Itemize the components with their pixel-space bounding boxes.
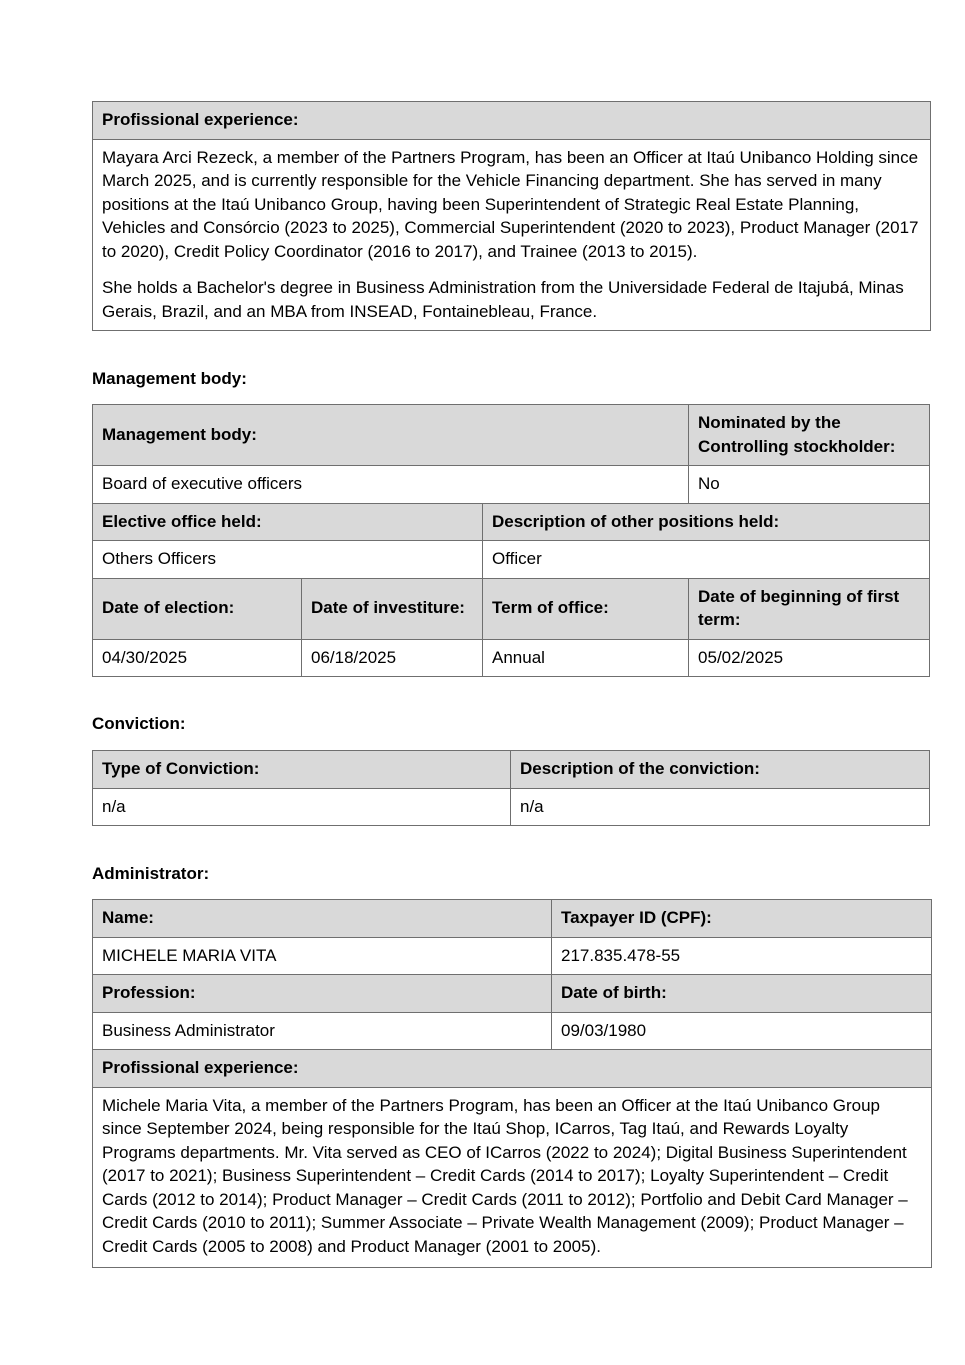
first-term-date-label: Date of beginning of first term:: [689, 578, 930, 639]
term-of-office-value: Annual: [483, 639, 689, 677]
management-table: [92, 404, 930, 677]
management-section-title: Management body:: [92, 369, 247, 388]
election-date-label: Date of election:: [93, 578, 302, 639]
document-page: [92, 101, 931, 1268]
profession-value: Business Administrator: [93, 1012, 552, 1050]
administrator-experience-label: Profissional experience:: [93, 1050, 932, 1088]
prev-experience-paragraph: Mayara Arci Rezeck, a member of the Partners Program, has been an Officer at Itaú Unibanco Holding since March 2025, and is currently responsible for the Vehicle Financing department. She has served in many positions at the Itaú Unibanco Group, having been Superintendent of Strategic Real Estate Planning, Vehicles and Consórcio (2023 to 2025), Commercial Superintendent (2020 to 2023), Product Manager (2017 to 2020), Credit Policy Coordinator (2016 to 2017), and Trainee (2013 to 2015).: [102, 147, 919, 261]
conviction-type-label: Type of Conviction:: [93, 751, 511, 789]
elective-office-value: Others Officers: [93, 541, 483, 579]
nominated-label: Nominated by the Controlling stockholder:: [689, 405, 930, 466]
name-label: Name:: [93, 900, 552, 938]
administrator-experience-text: Michele Maria Vita, a member of the Partners Program, has been an Officer at the Itaú Unibanco Group since September 2024, being responsible for the Itaú Shop, ICarros, Tag Itaú, and Rewards Loyalty Programs departments. Mr. Vita served as CEO of ICarros (2022 to 2024); Digital Business Superintendent (2017 to 2021); Business Superintendent – Credit Cards (2014 to 2017); Loyalty Superintendent – Credit Cards (2012 to 2014); Product Manager – Credit Cards (2011 to 2012); Portfolio and Debit Card Manager – Credit Cards (2010 to 2011); Summer Associate – Private Wealth Management (2009); Product Manager – Credit Cards (2005 to 2008) and Product Manager (2001 to 2005).: [93, 1087, 932, 1268]
other-positions-label: Description of other positions held:: [483, 503, 930, 541]
investiture-date-label: Date of investiture:: [302, 578, 483, 639]
profession-label: Profession:: [93, 975, 552, 1013]
term-of-office-label: Term of office:: [483, 578, 689, 639]
conviction-section-title: Conviction:: [92, 714, 186, 733]
prev-experience-cell: [93, 139, 931, 331]
birth-date-label: Date of birth:: [552, 975, 932, 1013]
prev-experience-table: [92, 101, 931, 331]
conviction-description-label: Description of the conviction:: [511, 751, 930, 789]
name-value: MICHELE MARIA VITA: [93, 937, 552, 975]
conviction-table: [92, 750, 930, 826]
nominated-value: No: [689, 466, 930, 504]
investiture-date-value: 06/18/2025: [302, 639, 483, 677]
prev-education-paragraph: She holds a Bachelor's degree in Business Administration from the Universidade Federal de Itajubá, Minas Gerais, Brazil, and an MBA from INSEAD, Fontainebleau, France.: [102, 278, 904, 321]
birth-date-value: 09/03/1980: [552, 1012, 932, 1050]
other-positions-value: Officer: [483, 541, 930, 579]
cpf-label: Taxpayer ID (CPF):: [552, 900, 932, 938]
cpf-value: 217.835.478-55: [552, 937, 932, 975]
prev-experience-label: Profissional experience:: [93, 102, 931, 140]
election-date-value: 04/30/2025: [93, 639, 302, 677]
administrator-table: [92, 899, 932, 1268]
administrator-section-title: Administrator:: [92, 864, 210, 883]
management-body-label: Management body:: [93, 405, 689, 466]
elective-office-label: Elective office held:: [93, 503, 483, 541]
management-body-value: Board of executive officers: [93, 466, 689, 504]
conviction-description-value: n/a: [511, 788, 930, 826]
conviction-type-value: n/a: [93, 788, 511, 826]
first-term-date-value: 05/02/2025: [689, 639, 930, 677]
